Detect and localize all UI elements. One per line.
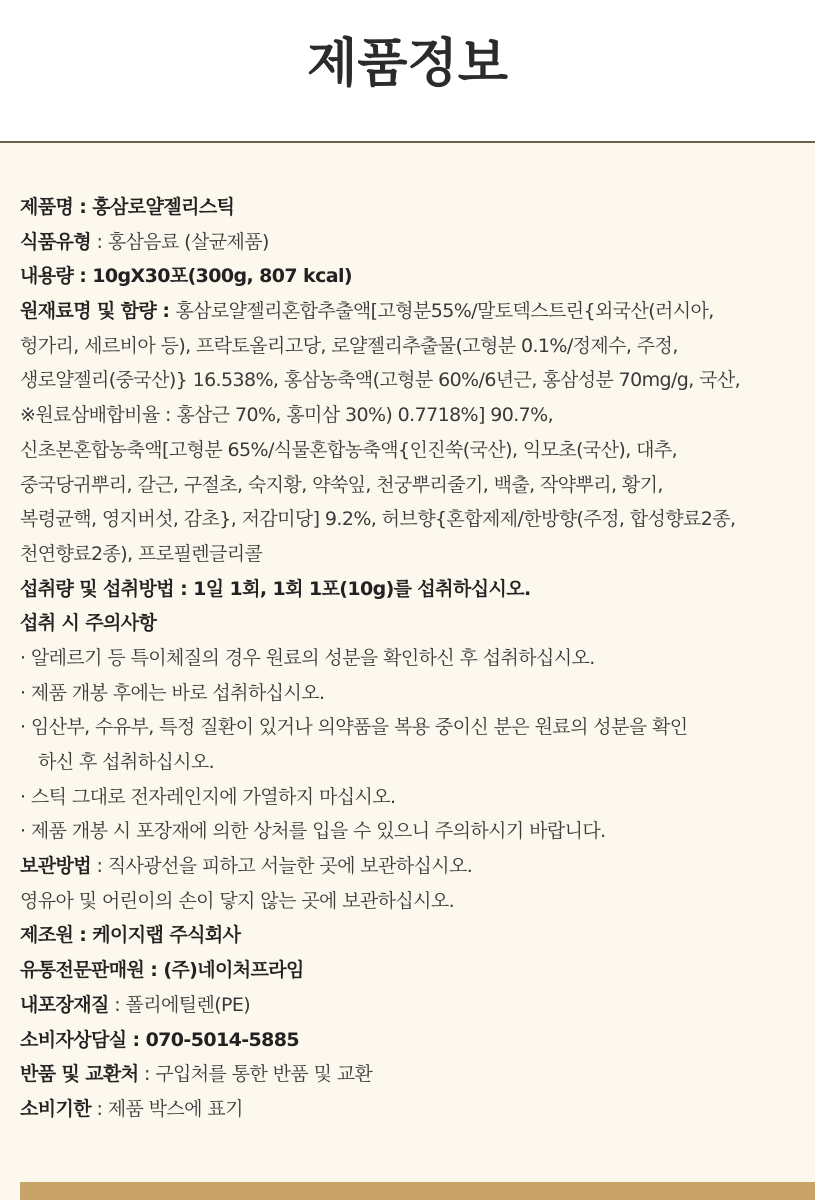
storage-label: 보관방법 <box>20 855 92 878</box>
content-amount-value: 10gX30포(300g, 807 kcal) <box>92 265 352 288</box>
product-name-row <box>20 190 815 225</box>
ingredients-line: 중국당귀뿌리, 갈근, 구절초, 숙지황, 약쑥잎, 천궁뿌리줄기, 백출, 작약뿌리, 황기, <box>20 473 663 496</box>
page-title: 제품정보 <box>307 34 508 94</box>
manufacturer-value: 케이지랩 주식회사 <box>92 924 241 947</box>
consult-value: 070-5014-5885 <box>145 1028 299 1051</box>
ingredients-line: 생로얄젤리(중국산)} 16.538%, 홍삼농축액(고형분 60%/6년근, 홍삼성분 70mg/g, 국산, <box>20 369 741 392</box>
consult-label: 소비자상담실 : <box>20 1028 146 1051</box>
caution-item: · 제품 개봉 후에는 바로 섭취하십시오. <box>20 681 325 704</box>
ingredients-line: 헝가리, 세르비아 등), 프락토올리고당, 로얄젤리추출물(고형분 0.1%/정제수, 주정, <box>20 334 678 357</box>
distributor-label: 유통전문판매원 : <box>20 959 164 982</box>
intake-row <box>20 572 815 607</box>
ingredients-line: 홍삼로얄젤리혼합추출액[고형분55%/말토덱스트린{외국산(러시아, <box>175 300 714 323</box>
intake-label: 섭취량 및 섭취방법 : <box>20 577 194 600</box>
storage-value: : 직사광선을 피하고 서늘한 곳에 보관하십시오. <box>91 855 473 878</box>
exchange-value: : 구입처를 통한 반품 및 교환 <box>138 1063 373 1086</box>
storage-row <box>20 849 815 884</box>
caution-item: · 제품 개봉 시 포장재에 의한 상처를 입을 수 있으니 주의하시기 바랍니다. <box>20 820 606 843</box>
expiry-row <box>20 1092 815 1127</box>
manufacturer-row <box>20 918 815 953</box>
product-name-label: 제품명 : <box>20 196 93 218</box>
product-info <box>20 190 815 1127</box>
product-name-value: 홍삼로얄젤리스틱 <box>92 196 235 218</box>
exchange-label: 반품 및 교환처 <box>20 1063 139 1086</box>
ingredients-row <box>20 294 815 329</box>
storage-line2: 영유아 및 어린이의 손이 닿지 않는 곳에 보관하십시오. <box>20 889 455 912</box>
ingredients-line: ※원료삼배합비율 : 홍삼근 70%, 홍미삼 30%) 0.7718%] 90.7%, <box>20 404 554 427</box>
footer-accent-bar <box>20 1182 815 1200</box>
consult-row <box>20 1023 815 1058</box>
content-amount-row <box>20 259 815 294</box>
packaging-label: 내포장재질 <box>20 993 109 1016</box>
intake-value: 1일 1회, 1회 1포(10g)를 섭취하십시오. <box>193 577 531 600</box>
distributor-row <box>20 953 815 988</box>
food-type-label: 식품유형 <box>20 230 92 253</box>
expiry-label: 소비기한 <box>20 1097 92 1120</box>
exchange-row <box>20 1057 815 1092</box>
ingredients-line: 신초본혼합농축액[고형분 65%/식물혼합농축액{인진쑥(국산), 익모초(국산), 대추, <box>20 438 678 461</box>
packaging-row <box>20 988 815 1023</box>
caution-title: 섭취 시 주의사항 <box>20 612 157 635</box>
caution-item: · 임산부, 수유부, 특정 질환이 있거나 의약품을 복용 중이신 분은 원료의 성분을 확인 <box>20 716 688 739</box>
page-header <box>0 0 815 143</box>
expiry-value: : 제품 박스에 표기 <box>91 1097 243 1120</box>
packaging-value: : 폴리에틸렌(PE) <box>108 993 251 1016</box>
food-type-value: : 홍삼음료 (살균제품) <box>91 230 269 253</box>
caution-item: · 스틱 그대로 전자레인지에 가열하지 마십시오. <box>20 785 396 808</box>
caution-item: · 알레르기 등 특이체질의 경우 원료의 성분을 확인하신 후 섭취하십시오. <box>20 646 595 669</box>
content-amount-label: 내용량 : <box>20 265 93 288</box>
ingredients-line: 천연향료2종), 프로필렌글리콜 <box>20 542 263 565</box>
ingredients-line: 복령균핵, 영지버섯, 감초}, 저감미당] 9.2%, 허브향{혼합제제/한방향(주정, 합성향료2종, <box>20 508 736 531</box>
ingredients-label: 원재료명 및 함량 : <box>20 300 176 323</box>
food-type-row <box>20 225 815 260</box>
caution-item: 하신 후 섭취하십시오. <box>38 751 215 773</box>
manufacturer-label: 제조원 : <box>20 924 93 947</box>
distributor-value: (주)네이처프라임 <box>163 959 304 982</box>
